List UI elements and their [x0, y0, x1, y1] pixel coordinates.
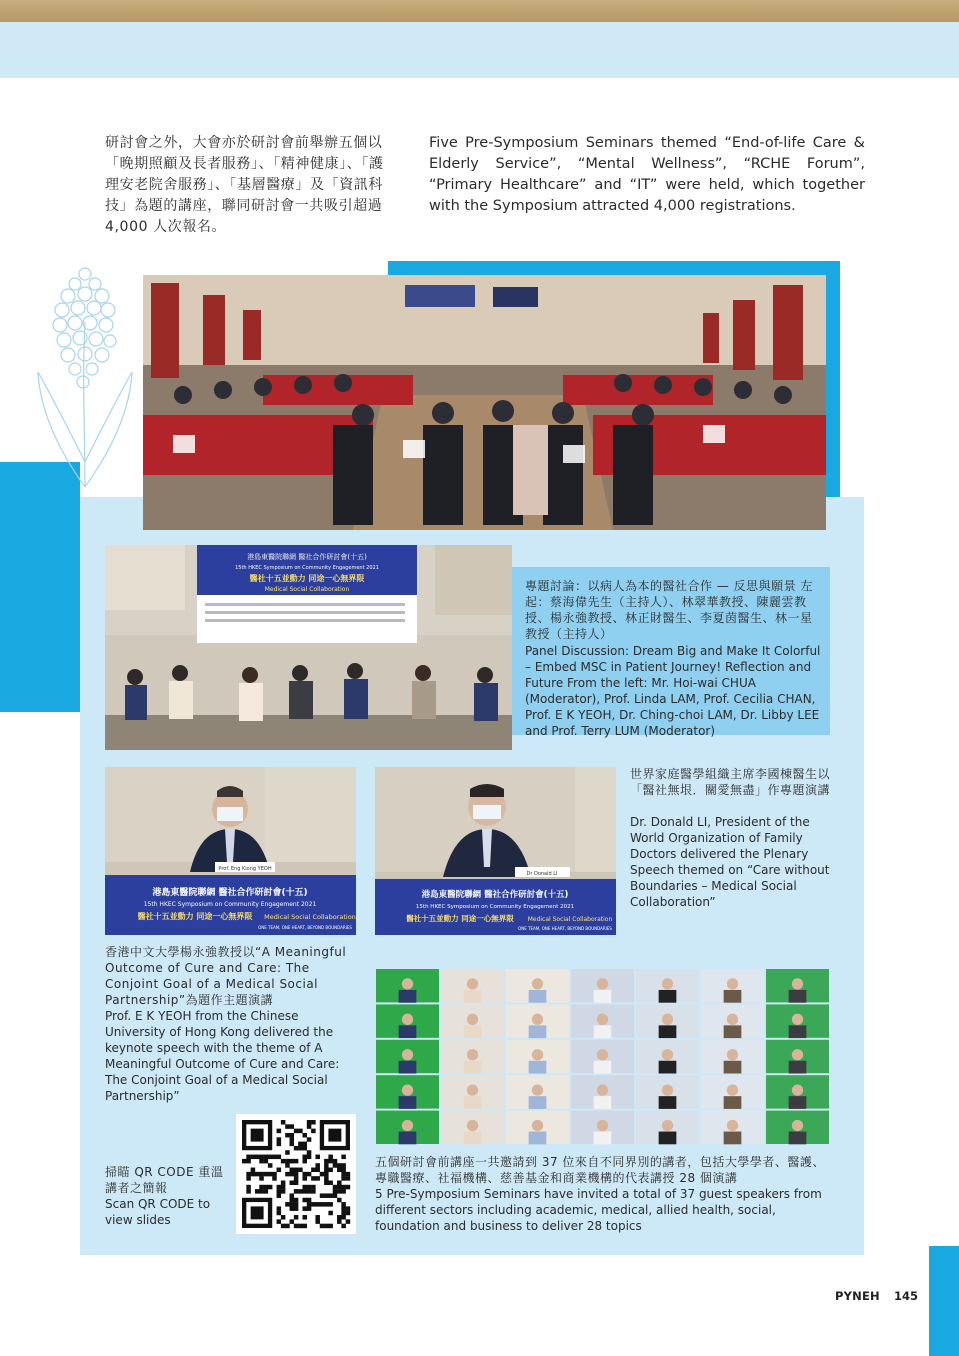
- donald-li-speech-photo: [375, 767, 616, 935]
- participant-head: [727, 1049, 738, 1060]
- qr-module: [246, 1155, 251, 1160]
- participant-body: [659, 990, 677, 1003]
- qr-module: [246, 1159, 251, 1164]
- participant-body: [724, 1132, 742, 1145]
- qr-module: [346, 1206, 351, 1211]
- qr-module: [290, 1133, 295, 1138]
- qr-module: [294, 1129, 299, 1134]
- qr-module: [290, 1202, 295, 1207]
- panel-discussion-caption-en: Panel Discussion: Dream Big and Make It Colorful – Embed MSC in Patient Journey! Reflection and Future From the left: Mr. Hoi-wai CHUA (Moderator), Prof. Linda LAM, Prof. Cecilia CHAN, Prof. E K YEOH, Dr. Ching-choi LAM, Dr. Libby LEE and Prof. Terry LUM (Moderator): [525, 644, 821, 738]
- podium-title-zh: 港島東醫院聯網 醫社合作研討會(十五): [152, 888, 308, 898]
- participant-body: [789, 1096, 807, 1109]
- participant-body: [659, 1061, 677, 1074]
- participant-body: [789, 1025, 807, 1038]
- qr-module: [333, 1185, 338, 1190]
- qr-module: [302, 1185, 307, 1190]
- participant-body: [789, 1132, 807, 1145]
- participant-head: [792, 1014, 803, 1025]
- right-blue-block: [929, 1246, 959, 1356]
- qr-module: [307, 1185, 312, 1190]
- qr-module: [328, 1224, 333, 1229]
- qr-module: [333, 1159, 338, 1164]
- qr-module: [341, 1224, 346, 1229]
- qr-module: [337, 1185, 342, 1190]
- qr-module: [320, 1202, 325, 1207]
- qr-module: [277, 1155, 282, 1160]
- participant-body: [594, 1061, 612, 1074]
- participant-body: [724, 1061, 742, 1074]
- qr-module: [246, 1189, 251, 1194]
- qr-module: [315, 1219, 320, 1224]
- qr-module: [251, 1155, 256, 1160]
- panel-discussion-caption-zh: 專題討論：以病人為本的醫社合作 — 反思與願景 左起：蔡海偉先生（主持人）、林翠華教授、陳麗雲教授、楊永強教授、林正財醫生、李夏茵醫生、林一星教授（主持人）: [525, 579, 813, 641]
- qr-module: [324, 1180, 329, 1185]
- qr-module: [307, 1150, 312, 1155]
- qr-module: [307, 1124, 312, 1129]
- qr-module: [264, 1159, 269, 1164]
- qr-module: [294, 1180, 299, 1185]
- qr-module: [255, 1172, 260, 1177]
- ek-yeoh-caption-zh: 香港中文大學楊永強教授以“A Meaningful Outcome of Cure and Care: The Conjoint Goal of a Medical Social Partnership”為題作主題演講: [105, 945, 347, 1007]
- participant-head: [727, 1120, 738, 1131]
- qr-module: [341, 1185, 346, 1190]
- participant-head: [597, 1120, 608, 1131]
- qr-module: [315, 1163, 320, 1168]
- podium2-theme-en: Medical Social Collaboration: [527, 916, 613, 923]
- qr-module: [290, 1180, 295, 1185]
- participant-head: [662, 1049, 673, 1060]
- qr-module: [302, 1215, 307, 1220]
- qr-module: [264, 1172, 269, 1177]
- qr-module: [281, 1159, 286, 1164]
- participant-head: [402, 1120, 413, 1131]
- intro-text-en: Five Pre-Symposium Seminars themed “End-of-life Care & Elderly Service”, “Mental Wellness”, “RCHE Forum”, “Primary Healthcare” and “IT” were held, which together with the Symposium attracted 4,000 registrations.: [429, 135, 865, 214]
- qr-module: [346, 1185, 351, 1190]
- participant-head: [402, 1084, 413, 1095]
- qr-module: [328, 1193, 333, 1198]
- ek-yeoh-speech-photo: [105, 767, 356, 935]
- participant-body: [529, 1132, 547, 1145]
- participant-body: [399, 1061, 417, 1074]
- qr-module: [302, 1224, 307, 1229]
- qr-module: [277, 1219, 282, 1224]
- qr-module: [290, 1172, 295, 1177]
- participant-body: [464, 1096, 482, 1109]
- qr-module: [251, 1172, 256, 1177]
- participant-head: [532, 1049, 543, 1060]
- qr-module: [264, 1185, 269, 1190]
- qr-module: [324, 1172, 329, 1177]
- participant-body: [464, 1132, 482, 1145]
- qr-caption-zh: 掃瞄 QR CODE 重溫講者之簡報: [105, 1165, 224, 1195]
- page-number: 145: [894, 1289, 919, 1303]
- qr-module: [333, 1189, 338, 1194]
- qr-module: [255, 1155, 260, 1160]
- participant-body: [529, 1025, 547, 1038]
- qr-module: [277, 1189, 282, 1194]
- qr-module: [294, 1224, 299, 1229]
- qr-module: [272, 1155, 277, 1160]
- seminars-caption-zh: 五個研討會前講座一共邀請到 37 位來自不同界別的講者，包括大學學者、醫護、專職醫療、社福機構、慈善基金和商業機構的代表講授 28 個演講: [375, 1155, 825, 1185]
- qr-module: [277, 1129, 282, 1134]
- qr-module: [341, 1176, 346, 1181]
- qr-module: [264, 1155, 269, 1160]
- participant-body: [529, 990, 547, 1003]
- participant-head: [662, 1120, 673, 1131]
- qr-module: [311, 1120, 316, 1125]
- qr-module: [307, 1155, 312, 1160]
- qr-module: [285, 1202, 290, 1207]
- podium2-title-en: 15th HKEC Symposium on Community Engagement 2021: [415, 904, 575, 910]
- qr-module: [341, 1155, 346, 1160]
- qr-module: [298, 1142, 303, 1147]
- qr-module: [298, 1168, 303, 1173]
- panel-discussion-photo: [105, 545, 512, 750]
- participant-body: [789, 990, 807, 1003]
- participant-head: [662, 1014, 673, 1025]
- qr-module: [311, 1129, 316, 1134]
- banner-theme-zh: 醫社十五並動力 同途一心無界限: [249, 574, 365, 583]
- qr-module: [277, 1168, 282, 1173]
- qr-module: [302, 1159, 307, 1164]
- qr-module: [324, 1176, 329, 1181]
- qr-finder-core: [251, 1129, 264, 1142]
- qr-module: [290, 1137, 295, 1142]
- qr-module: [259, 1172, 264, 1177]
- top-gold-bar: [0, 0, 959, 22]
- qr-module: [307, 1137, 312, 1142]
- qr-module: [328, 1180, 333, 1185]
- qr-module: [341, 1206, 346, 1211]
- participant-head: [467, 1084, 478, 1095]
- participant-head: [792, 978, 803, 989]
- qr-module: [320, 1172, 325, 1177]
- qr-module: [341, 1211, 346, 1216]
- qr-module: [259, 1189, 264, 1194]
- banner-theme-en: Medical Social Collaboration: [264, 586, 350, 593]
- participant-body: [529, 1061, 547, 1074]
- participant-body: [659, 1025, 677, 1038]
- banner-title-en: 15th HKEC Symposium on Community Engagement 2021: [235, 565, 379, 571]
- qr-module: [298, 1129, 303, 1134]
- qr-module: [298, 1224, 303, 1229]
- participant-head: [597, 1049, 608, 1060]
- qr-module: [307, 1202, 312, 1207]
- qr-module: [337, 1168, 342, 1173]
- qr-module: [346, 1211, 351, 1216]
- qr-module: [285, 1150, 290, 1155]
- podium2-theme-zh: 醫社十五並動力 同途一心無界限: [406, 914, 514, 923]
- qr-module: [346, 1219, 351, 1224]
- participant-body: [594, 1025, 612, 1038]
- qr-module: [251, 1168, 256, 1173]
- qr-module: [315, 1155, 320, 1160]
- qr-module: [294, 1176, 299, 1181]
- participant-head: [467, 1049, 478, 1060]
- participant-head: [727, 1014, 738, 1025]
- nameplate-donald-li: Dr Donald LI: [526, 871, 558, 877]
- qr-module: [277, 1185, 282, 1190]
- qr-module: [268, 1163, 273, 1168]
- podium-tagline: ONE TEAM, ONE HEART, BEYOND BOUNDARIES: [258, 925, 352, 930]
- qr-module: [333, 1163, 338, 1168]
- qr-module: [341, 1202, 346, 1207]
- qr-module: [311, 1185, 316, 1190]
- qr-module: [294, 1198, 299, 1203]
- qr-module: [341, 1168, 346, 1173]
- participant-body: [724, 1025, 742, 1038]
- qr-module: [324, 1163, 329, 1168]
- qr-module: [246, 1185, 251, 1190]
- qr-module: [290, 1142, 295, 1147]
- participant-head: [727, 978, 738, 989]
- qr-module: [337, 1180, 342, 1185]
- qr-finder-core: [328, 1129, 341, 1142]
- qr-module: [255, 1189, 260, 1194]
- participant-head: [402, 978, 413, 989]
- podium2-title-zh: 港島東醫院聯網 醫社合作研討會(十五): [421, 890, 569, 900]
- donald-li-caption-zh: 世界家庭醫學組織主席李國棟醫生以「醫社無垠．關愛無盡」作專題演講: [630, 767, 831, 797]
- participant-body: [399, 1132, 417, 1145]
- qr-module: [285, 1163, 290, 1168]
- qr-module: [277, 1193, 282, 1198]
- participant-head: [727, 1084, 738, 1095]
- qr-module: [281, 1120, 286, 1125]
- hyacinth-flower-illustration: [30, 262, 140, 492]
- participant-head: [402, 1014, 413, 1025]
- qr-module: [307, 1189, 312, 1194]
- qr-module: [328, 1202, 333, 1207]
- participant-head: [532, 1014, 543, 1025]
- qr-module: [277, 1211, 282, 1216]
- qr-module: [315, 1215, 320, 1220]
- qr-module: [337, 1163, 342, 1168]
- qr-module: [281, 1189, 286, 1194]
- qr-module: [337, 1198, 342, 1203]
- qr-module: [302, 1142, 307, 1147]
- participant-body: [399, 1096, 417, 1109]
- qr-module: [298, 1189, 303, 1194]
- qr-module: [285, 1224, 290, 1229]
- qr-module: [307, 1120, 312, 1125]
- qr-module: [290, 1124, 295, 1129]
- qr-module: [281, 1185, 286, 1190]
- qr-module: [337, 1215, 342, 1220]
- participant-body: [529, 1096, 547, 1109]
- participant-body: [659, 1096, 677, 1109]
- qr-module: [294, 1168, 299, 1173]
- qr-module: [298, 1146, 303, 1151]
- qr-module: [277, 1137, 282, 1142]
- qr-finder-core: [251, 1206, 264, 1219]
- qr-module: [328, 1159, 333, 1164]
- qr-module: [290, 1206, 295, 1211]
- participant-head: [597, 1014, 608, 1025]
- left-blue-block: [0, 462, 80, 712]
- participant-head: [792, 1120, 803, 1131]
- participant-head: [597, 978, 608, 989]
- qr-module: [315, 1168, 320, 1173]
- participant-body: [659, 1132, 677, 1145]
- qr-module: [294, 1202, 299, 1207]
- qr-module: [346, 1172, 351, 1177]
- qr-module: [311, 1189, 316, 1194]
- qr-module: [307, 1206, 312, 1211]
- qr-code[interactable]: [236, 1114, 356, 1234]
- participant-body: [594, 1096, 612, 1109]
- qr-module: [272, 1176, 277, 1181]
- qr-module: [259, 1159, 264, 1164]
- qr-module: [324, 1159, 329, 1164]
- qr-module: [290, 1193, 295, 1198]
- donald-li-caption-en: Dr. Donald LI, President of the World Organization of Family Doctors delivered the Plenary Speech themed on “Care without Boundaries – Medical Social Collaboration”: [630, 815, 830, 909]
- participant-head: [402, 1049, 413, 1060]
- qr-module: [328, 1168, 333, 1173]
- qr-module: [302, 1189, 307, 1194]
- podium-theme-en: Medical Social Collaboration: [264, 913, 356, 921]
- qr-module: [242, 1159, 247, 1164]
- qr-module: [259, 1155, 264, 1160]
- qr-module: [311, 1168, 316, 1173]
- qr-module: [302, 1155, 307, 1160]
- qr-module: [320, 1193, 325, 1198]
- qr-module: [324, 1202, 329, 1207]
- qr-module: [259, 1176, 264, 1181]
- qr-module: [290, 1198, 295, 1203]
- qr-module: [290, 1168, 295, 1173]
- qr-module: [285, 1159, 290, 1164]
- qr-module: [341, 1215, 346, 1220]
- qr-module: [277, 1142, 282, 1147]
- qr-module: [281, 1224, 286, 1229]
- qr-module: [268, 1185, 273, 1190]
- participant-head: [792, 1049, 803, 1060]
- auditorium-photo: [143, 275, 826, 530]
- qr-module: [324, 1168, 329, 1173]
- qr-module: [302, 1206, 307, 1211]
- qr-module: [302, 1172, 307, 1177]
- podium2-tagline: ONE TEAM, ONE HEART, BEYOND BOUNDARIES: [518, 926, 612, 931]
- qr-module: [290, 1159, 295, 1164]
- participant-head: [467, 1120, 478, 1131]
- seminars-caption-en: 5 Pre-Symposium Seminars have invited a total of 37 guest speakers from different sectors including academic, medical, allied health, social, foundation and business to deliver 28 topics: [375, 1187, 822, 1233]
- banner-title-zh: 港島東醫院聯網 醫社合作研討會(十五): [247, 553, 367, 561]
- qr-module: [294, 1206, 299, 1211]
- participant-body: [594, 1132, 612, 1145]
- qr-module: [272, 1172, 277, 1177]
- qr-module: [337, 1189, 342, 1194]
- qr-module: [281, 1180, 286, 1185]
- participant-head: [532, 1084, 543, 1095]
- participant-head: [532, 1120, 543, 1131]
- qr-module: [246, 1176, 251, 1181]
- footer-brand: PYNEH: [835, 1289, 880, 1303]
- qr-module: [315, 1202, 320, 1207]
- podium-title-en: 15th HKEC Symposium on Community Engagement 2021: [143, 901, 317, 908]
- qr-module: [259, 1185, 264, 1190]
- participant-head: [597, 1084, 608, 1095]
- qr-module: [277, 1206, 282, 1211]
- participant-body: [399, 990, 417, 1003]
- qr-module: [294, 1215, 299, 1220]
- qr-module: [281, 1215, 286, 1220]
- qr-module: [302, 1176, 307, 1181]
- qr-caption-en: Scan QR CODE to view slides: [105, 1197, 211, 1227]
- qr-module: [268, 1172, 273, 1177]
- qr-module: [328, 1211, 333, 1216]
- qr-module: [294, 1159, 299, 1164]
- qr-module: [302, 1198, 307, 1203]
- qr-module: [302, 1133, 307, 1138]
- qr-module: [328, 1155, 333, 1160]
- intro-text-zh: 研討會之外，大會亦於研討會前舉辦五個以「晚期照顧及長者服務」、「精神健康」、「護理安老院舍服務」、「基層醫療」及「資訊科技」為題的講座，聯同研討會一共吸引超過 4,000 人次報名。: [105, 135, 384, 235]
- qr-module: [320, 1224, 325, 1229]
- qr-module: [294, 1189, 299, 1194]
- participant-head: [662, 1084, 673, 1095]
- online-seminar-grid-photo: [375, 968, 830, 1145]
- qr-module: [285, 1172, 290, 1177]
- participant-body: [399, 1025, 417, 1038]
- participant-body: [724, 990, 742, 1003]
- qr-module: [307, 1198, 312, 1203]
- qr-module: [294, 1146, 299, 1151]
- participant-body: [724, 1096, 742, 1109]
- qr-module: [294, 1172, 299, 1177]
- qr-module: [311, 1176, 316, 1181]
- qr-module: [285, 1124, 290, 1129]
- participant-body: [464, 990, 482, 1003]
- qr-module: [302, 1146, 307, 1151]
- participant-head: [792, 1084, 803, 1095]
- qr-module: [341, 1163, 346, 1168]
- qr-module: [246, 1172, 251, 1177]
- participant-head: [467, 978, 478, 989]
- participant-body: [464, 1025, 482, 1038]
- qr-module: [268, 1155, 273, 1160]
- qr-module: [285, 1133, 290, 1138]
- participant-body: [464, 1061, 482, 1074]
- qr-module: [333, 1193, 338, 1198]
- qr-module: [264, 1189, 269, 1194]
- qr-module: [290, 1219, 295, 1224]
- nameplate-ek-yeoh: Prof. Eng Kiong YEOH: [218, 866, 272, 872]
- participant-head: [532, 978, 543, 989]
- top-blue-band: [0, 22, 959, 78]
- qr-module: [324, 1224, 329, 1229]
- qr-module: [346, 1176, 351, 1181]
- podium-theme-zh: 醫社十五並動力 同途一心無界限: [137, 912, 253, 921]
- participant-body: [594, 990, 612, 1003]
- ek-yeoh-caption-en: Prof. E K YEOH from the Chinese University of Hong Kong delivered the keynote speech with the theme of A Meaningful Outcome of Cure and Care: The Conjoint Goal of a Medical Social Partnership”: [105, 1009, 340, 1103]
- qr-module: [311, 1202, 316, 1207]
- participant-head: [467, 1014, 478, 1025]
- qr-module: [341, 1189, 346, 1194]
- qr-module: [341, 1172, 346, 1177]
- qr-module: [307, 1172, 312, 1177]
- participant-head: [662, 978, 673, 989]
- qr-module: [315, 1176, 320, 1181]
- qr-module: [337, 1219, 342, 1224]
- participant-body: [789, 1061, 807, 1074]
- qr-module: [324, 1193, 329, 1198]
